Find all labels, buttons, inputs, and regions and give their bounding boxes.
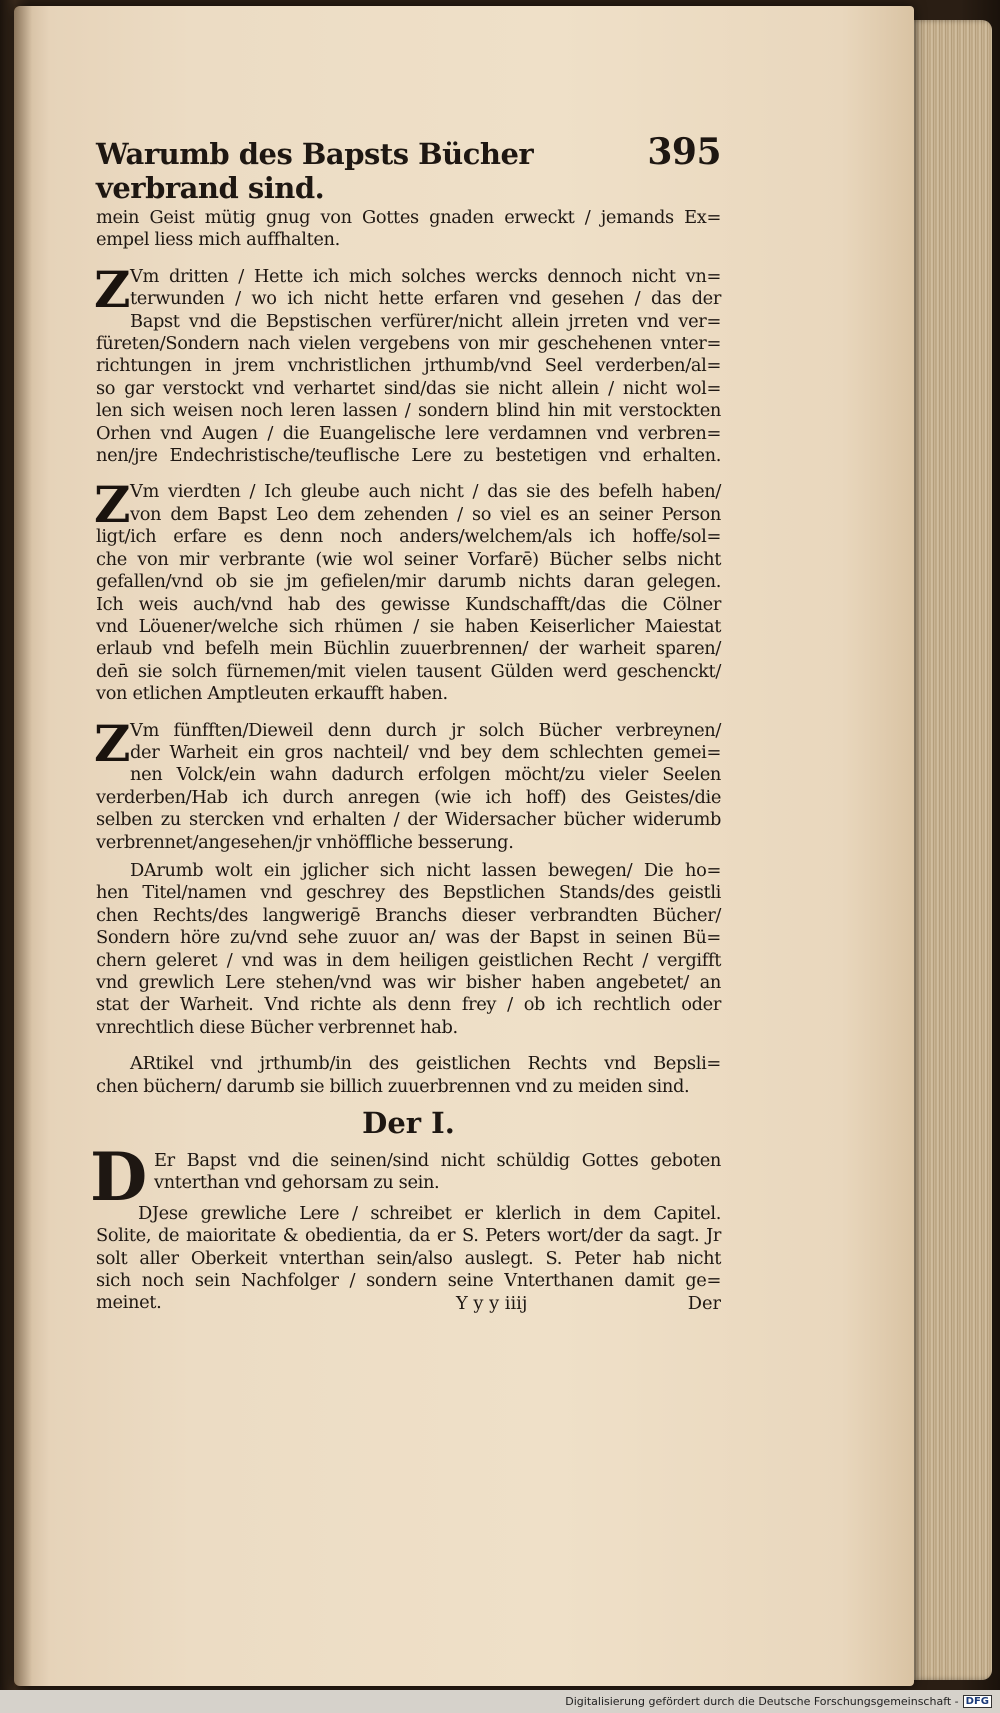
article-initial: D — [90, 1138, 148, 1217]
signature-line — [96, 1293, 721, 1315]
text-line: terwunden / wo ich nicht hette erfaren vnd gesehen / das der — [130, 288, 721, 310]
text-line: mein Geist mütig gnug von Gottes gnaden erweckt / jemands Ex= — [96, 207, 721, 228]
text-line: meinet. — [96, 1292, 162, 1314]
text-line: so gar verstockt vnd verhartet sind/das sie nicht allein / nicht wol= — [96, 377, 721, 399]
book-page-edges — [910, 20, 992, 1680]
text-line: vnd grewlich Lere stehen/vnd was wir bisher haben angebetet/ an — [96, 972, 721, 993]
paragraph-zum-vierdten — [94, 475, 721, 705]
page-number: 395 — [647, 131, 721, 173]
text-line: len sich weisen noch leren lassen / sondern blind hin mit verstockten — [96, 400, 721, 422]
text-line: hen Titel/namen vnd geschrey des Bepstlichen Stands/des geistli — [96, 882, 721, 904]
text-line: empel liess mich auffhalten. — [96, 229, 340, 251]
text-block — [90, 131, 721, 1315]
text-line: vnd Löuener/welche sich rhümen / sie haben Keiserlicher Maiestat — [96, 615, 721, 637]
dfg-logo: DFG — [963, 1695, 992, 1708]
text-line: der Warheit ein gros nachteil/ vnd bey dem schlechten gemei= — [130, 741, 721, 763]
text-line: chen Rechts/des langwerigē Branchs dieser verbrandten Bücher/ — [96, 904, 721, 926]
text-line: nen/jre Endechristische/teuflische Lere zu bestetigen vnd erhalten. — [96, 445, 721, 467]
text-line: Solite, de maioritate & obedientia, da er S. Peters wort/der da sagt. Jr — [96, 1225, 721, 1247]
digitization-footer — [0, 1690, 1000, 1713]
text-line: ligt/ich erfare es denn noch anders/welchem/als ich hoffe/sol= — [96, 526, 721, 548]
text-line: gefallen/vnd ob sie jm gefielen/mir darumb nichts daran gelegen. — [96, 571, 721, 593]
text-line: chern geleret / vnd was in dem heiligen geistlichen Recht / vergifft — [96, 949, 721, 971]
text-line: selben zu stercken vnd erhalten / der Widersacher bücher widerumb — [96, 809, 721, 831]
catchword: Der — [687, 1292, 721, 1314]
text-line: Vm fünfften/Dieweil denn durch jr solch Bücher verbreynen/ — [130, 719, 721, 741]
text-line: DArumb wolt ein jglicher sich nicht lassen bewegen/ Die ho= — [130, 859, 721, 881]
paragraph-zum-dritten — [94, 259, 721, 468]
article-heading: Der I. — [362, 1106, 455, 1141]
paragraph-zum-fuenfften — [94, 713, 721, 854]
drop-initial: Z — [94, 475, 131, 535]
text-line: richtungen in jrem vnchristlichen jrthumb/vnd Seel verderben/al= — [96, 355, 721, 377]
text-line: chen büchern/ darumb sie billich zuuerbrennen vnd zu meiden sind. — [96, 1075, 690, 1097]
paragraph-continuation — [96, 207, 721, 252]
running-head-title: Warumb des Bapsts Bücher verbrand sind. — [96, 137, 534, 205]
text-line: Sondern höre zu/vnd sehe zuuor an/ was der Bapst in seinen Bü= — [96, 927, 721, 949]
paragraph-darumb — [96, 860, 721, 1039]
text-line: von dem Bapst Leo dem zehenden / so viel es an seiner Person — [130, 503, 721, 525]
text-line: Bapst vnd die Bepstischen verfürer/nicht allein jrreten vnd ver= — [130, 310, 721, 332]
text-line: stat der Warheit. Vnd richte als denn frey / ob ich rechtlich oder — [96, 994, 721, 1016]
commentary-paragraph — [96, 1203, 721, 1315]
text-line: erlaub vnd befelh mein Büchlin zuuerbrennen/ der warheit sparen/ — [96, 638, 721, 660]
book-page — [14, 6, 914, 1686]
text-line: Vm dritten / Hette ich mich solches wercks dennoch nicht vn= — [130, 265, 721, 287]
text-line: DJese grewliche Lere / schreibet er klerlich in dem Capitel. — [138, 1202, 721, 1224]
text-line: vnterthan vnd gehorsam zu sein. — [154, 1172, 440, 1194]
text-line: verbrennet/angesehen/jr vnhöffliche besserung. — [96, 831, 514, 853]
text-line: sich noch sein Nachfolger / sondern seine Vnterthanen damit ge= — [96, 1270, 721, 1292]
text-line: von etlichen Amptleuten erkaufft haben. — [96, 683, 448, 705]
text-line: vnrechtlich diese Bücher verbrennet hab. — [96, 1016, 458, 1038]
text-line: nen Volck/ein wahn dadurch erfolgen möcht/zu vieler Seelen — [130, 764, 721, 786]
text-line: ARtikel vnd jrthumb/in des geistlichen Rechts vnd Bepsli= — [130, 1053, 721, 1075]
paragraph-artikel-intro — [96, 1053, 721, 1098]
text-line: Vm vierdten / Ich gleube auch nicht / das sie des befelh haben/ — [130, 481, 721, 503]
text-line: verderben/Hab ich durch anregen (wie ich hoff) des Geistes/die — [96, 786, 721, 808]
text-line: solt aller Oberkeit vnterthan sein/also auslegt. S. Peter hab nicht — [96, 1247, 721, 1269]
drop-initial: Z — [94, 259, 131, 319]
running-head — [96, 131, 721, 205]
text-line: Er Bapst vnd die seinen/sind nicht schüldig Gottes geboten — [154, 1150, 721, 1172]
text-line: füreten/Sondern nach vielen vergebens von mir geschehenen vnter= — [96, 333, 721, 355]
text-line: che von mir verbrante (wie wol seiner Vorfarē) Bücher selbs nicht — [96, 548, 721, 570]
text-line: den̄ sie solch fürnemen/mit vielen tausent Gülden werd geschenckt/ — [96, 660, 721, 682]
signature-mark: Y y y iiij — [456, 1292, 528, 1314]
text-line: Orhen vnd Augen / die Euangelische lere verdamnen vnd verbren= — [96, 422, 721, 444]
drop-initial: Z — [94, 713, 131, 773]
footer-text: Digitalisierung gefördert durch die Deutsche Forschungsgemeinschaft - — [565, 1695, 959, 1708]
text-line: Ich weis auch/vnd hab des gewisse Kundschafft/das die Cölner — [96, 593, 721, 615]
